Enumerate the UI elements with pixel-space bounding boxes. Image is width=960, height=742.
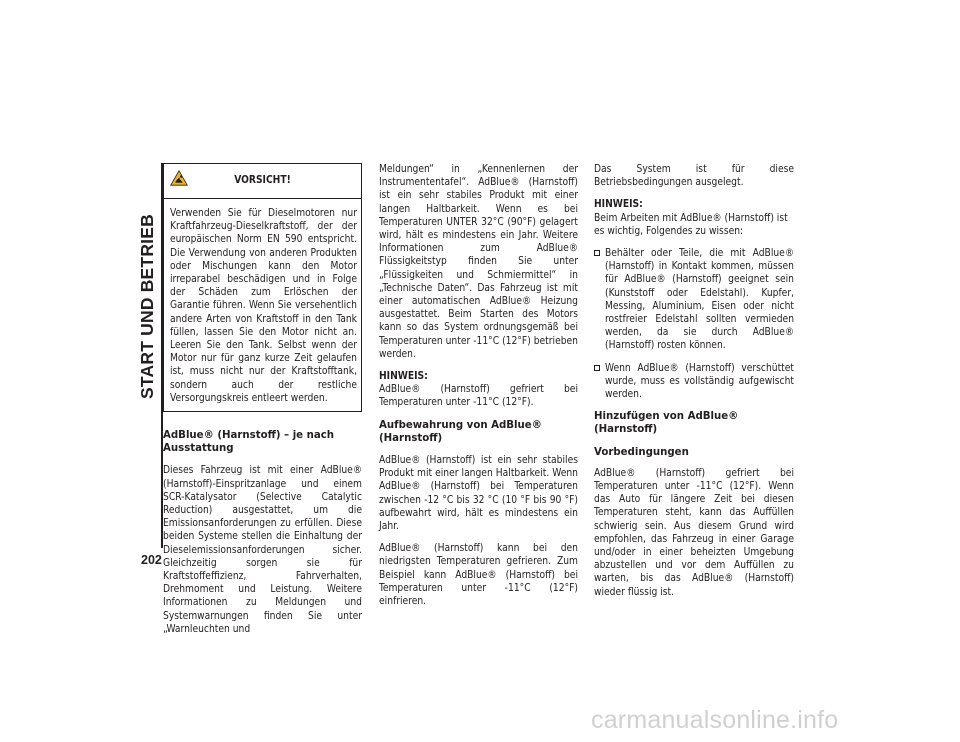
warning-box xyxy=(163,163,362,412)
watermark-text: carmanualsonline.info xyxy=(591,706,839,734)
warning-body xyxy=(164,199,361,411)
hinweis-label-1: HINWEIS: xyxy=(379,371,428,383)
bullet-list xyxy=(594,247,794,401)
list-item: Wenn AdBlue® (Harnstoff) verschüttet wurde, muss es vollständig aufgewischt werden. xyxy=(594,362,794,402)
caution-triangle-icon xyxy=(170,170,188,186)
column-2 xyxy=(379,163,578,617)
add-adblue-heading: Hinzufügen von AdBlue® (Harnstoff) xyxy=(594,411,739,436)
col2-paragraph-1: Meldungen“ in „Kennenlernen der Instrumententafel“. AdBlue® (Harnstoff) ist ein sehr stabiles Produkt mit einer langen Haltbarkeit. Wenn es bei Temperaturen UNTER 32°C (90°F) gelagert wird, hält es mindestens ein Jahr. Weitere Informationen zum AdBlue® Flüssigkeitstyp finden Sie unter „Flüssigkeiten und Schmiermittel“ in „Technische Daten“. Das Fahrzeug ist mit einer automatischen AdBlue® Heizung ausgestattet. Beim Starten des Motors kann so das System ordnungsgemäß bei Temperaturen unter -11°C (12°F) betrieben werden. xyxy=(379,164,578,360)
chapter-tab-label: START UND BETRIEB xyxy=(136,213,157,399)
storage-heading: Aufbewahrung von AdBlue® (Harnstoff) xyxy=(379,419,542,444)
warning-title: VORSICHT! xyxy=(234,175,291,187)
chapter-side-tab xyxy=(138,171,156,441)
add-adblue-paragraph: AdBlue® (Harnstoff) gefriert bei Temperaturen unter -11°C (12°F). Wenn das Auto für längere Zeit bei diesen Temperaturen steht, kann das Auffüllen schwierig sein. Aus diesem Grund wird empfohlen, das Fahrzeug in einer Garage und/oder in einer beheizten Umgebung abzustellen und vor dem Auffüllen zu warten, bis das AdBlue® (Harnstoff) wieder flüssig ist. xyxy=(594,467,794,598)
warning-text: Verwenden Sie für Dieselmotoren nur Kraftfahrzeug-Dieselkraftstoff, der der europäischen Norm EN 590 entspricht. Die Verwendung von anderen Produkten oder Mischungen kann den Motor irreparabel beschädigen und in Folge der Schäden zum Erlöschen der Garantie führen. Wenn Sie versehentlich andere Arten von Kraftstoff in den Tank füllen, lassen Sie den Motor nicht an. Leeren Sie den Tank. Selbst wenn der Motor nur für ganz kurze Zeit gelaufen ist, muss nicht nur der Kraftstofftank, sondern auch der restliche Versorgungskreis entleert werden. xyxy=(170,208,357,404)
square-bullet-icon xyxy=(594,365,600,371)
column-3 xyxy=(594,163,794,608)
adblue-paragraph: Dieses Fahrzeug ist mit einer AdBlue® (Harnstoff)-Einspritzanlage und einem SCR-Katalysator (Selective Catalytic Reduction) ausgestattet, um die Emissionsanforderungen zu erfüllen. Diese beiden Systeme stellen die Einhaltung der Dieselemissionsanforderungen sicher. Gleichzeitig sorgen sie für Kraftstoffeffizienz, Fahrverhalten, Drehmoment und Leistung. Weitere Informationen zu Meldungen und Systemwarnungen finden Sie unter „Warnleuchten und xyxy=(163,465,362,635)
prerequisites-heading: Vorbedingungen xyxy=(594,446,689,458)
adblue-heading: AdBlue® (Harnstoff) – je nach Ausstattung xyxy=(163,430,335,455)
list-item: Behälter oder Teile, die mit AdBlue® (Harnstoff) in Kontakt kommen, müssen für AdBlue® (Harnstoff) geeignet sein (Kunststoff oder Edelstahl). Kupfer, Messing, Aluminium, Eisen oder nicht rostfreier Edelstahl sollten vermieden werden, da sie durch AdBlue® (Harnstoff) rosten können. xyxy=(594,247,794,353)
col3-paragraph-1: Das System ist für diese Betriebsbedingungen ausgelegt. xyxy=(594,164,794,189)
column-1 xyxy=(163,163,362,645)
hinweis-note-1 xyxy=(379,370,578,410)
hinweis-text-2: Beim Arbeiten mit AdBlue® (Harnstoff) ist es wichtig, Folgendes zu wissen: xyxy=(594,212,788,237)
storage-paragraph-1: AdBlue® (Harnstoff) ist ein sehr stabiles Produkt mit einer langen Haltbarkeit. Wenn AdBlue® (Harnstoff) bei Temperaturen zwischen -12 °C bis 32 °C (10 °F bis 90 °F) aufbewahrt wird, hält es mindestens ein Jahr. xyxy=(379,455,578,533)
square-bullet-icon xyxy=(594,250,600,256)
warning-header xyxy=(164,164,361,199)
hinweis-text-1: AdBlue® (Harnstoff) gefriert bei Temperaturen unter -11°C (12°F). xyxy=(379,384,578,409)
hinweis-label-2: HINWEIS: xyxy=(594,199,643,211)
page-number: 202 xyxy=(141,553,162,567)
hinweis-note-2 xyxy=(594,198,794,238)
storage-paragraph-2: AdBlue® (Harnstoff) kann bei den niedrigsten Temperaturen gefrieren. Zum Beispiel kann AdBlue® (Harnstoff) bei Temperaturen unter -11°C (12°F) einfrieren. xyxy=(379,543,578,608)
